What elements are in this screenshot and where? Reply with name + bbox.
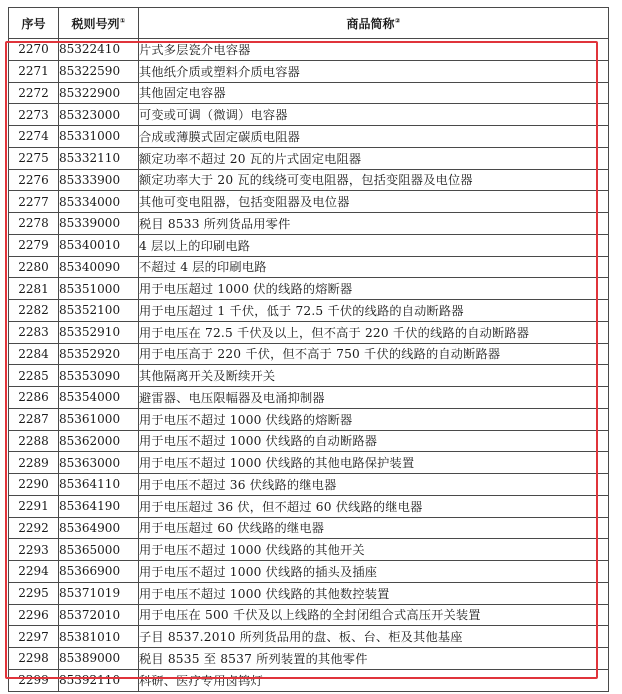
- row-name-cell: 不超过 4 层的印刷电路: [139, 256, 609, 278]
- row-code-cell: 85333900: [59, 169, 139, 191]
- table-row: [9, 39, 609, 61]
- table-row: [9, 191, 609, 213]
- row-code-cell: 85352910: [59, 321, 139, 343]
- table-body: [9, 39, 609, 692]
- row-name-cell: 用于电压在 72.5 千伏及以上，但不高于 220 千伏的线路的自动断路器: [139, 321, 609, 343]
- row-seq-cell: 2273: [9, 104, 59, 126]
- header-seq-label: 序号: [21, 16, 46, 31]
- table-row: [9, 343, 609, 365]
- table-row: [9, 452, 609, 474]
- row-name-cell: 子目 8537.2010 所列货品用的盘、板、台、柜及其他基座: [139, 626, 609, 648]
- table-row: [9, 234, 609, 256]
- row-seq-cell: 2275: [9, 147, 59, 169]
- row-code-cell: 85322590: [59, 60, 139, 82]
- table-row: [9, 517, 609, 539]
- row-seq-cell: 2274: [9, 126, 59, 148]
- row-code-cell: 85362000: [59, 430, 139, 452]
- row-seq-cell: 2272: [9, 82, 59, 104]
- row-name-cell: 用于电压不超过 1000 伏线路的其他开关: [139, 539, 609, 561]
- row-name-cell: 其他可变电阻器，包括变阻器及电位器: [139, 191, 609, 213]
- row-code-cell: 85361000: [59, 408, 139, 430]
- row-code-cell: 85389000: [59, 648, 139, 670]
- row-code-cell: 85352920: [59, 343, 139, 365]
- row-seq-cell: 2294: [9, 561, 59, 583]
- row-name-cell: 用于电压超过 60 伏线路的继电器: [139, 517, 609, 539]
- row-seq-cell: 2299: [9, 669, 59, 691]
- row-seq-cell: 2276: [9, 169, 59, 191]
- table-row: [9, 561, 609, 583]
- row-seq-cell: 2298: [9, 648, 59, 670]
- table-row: [9, 408, 609, 430]
- tariff-table: [8, 7, 609, 692]
- row-code-cell: 85340010: [59, 234, 139, 256]
- row-name-cell: 可变或可调（微调）电容器: [139, 104, 609, 126]
- table-row: [9, 256, 609, 278]
- header-name: [139, 8, 609, 39]
- row-code-cell: 85334000: [59, 191, 139, 213]
- row-name-cell: 科研、医疗专用卤钨灯: [139, 669, 609, 691]
- row-seq-cell: 2297: [9, 626, 59, 648]
- row-name-cell: 其他隔离开关及断续开关: [139, 365, 609, 387]
- table-row: [9, 169, 609, 191]
- header-code-footnote-mark: ①: [119, 16, 126, 25]
- row-name-cell: 4 层以上的印刷电路: [139, 234, 609, 256]
- row-code-cell: 85381010: [59, 626, 139, 648]
- row-code-cell: 85323000: [59, 104, 139, 126]
- row-code-cell: 85331000: [59, 126, 139, 148]
- row-code-cell: 85372010: [59, 604, 139, 626]
- table-row: [9, 213, 609, 235]
- row-seq-cell: 2290: [9, 474, 59, 496]
- row-name-cell: 用于电压不超过 36 伏线路的继电器: [139, 474, 609, 496]
- table-row: [9, 387, 609, 409]
- table-row: [9, 604, 609, 626]
- row-code-cell: 85351000: [59, 278, 139, 300]
- table-row: [9, 104, 609, 126]
- row-seq-cell: 2279: [9, 234, 59, 256]
- row-code-cell: 85339000: [59, 213, 139, 235]
- row-seq-cell: 2288: [9, 430, 59, 452]
- row-name-cell: 片式多层瓷介电容器: [139, 39, 609, 61]
- row-seq-cell: 2280: [9, 256, 59, 278]
- header-name-footnote-mark: ②: [394, 16, 401, 25]
- table-row: [9, 147, 609, 169]
- table-row: [9, 82, 609, 104]
- row-code-cell: 85364190: [59, 495, 139, 517]
- table-row: [9, 669, 609, 691]
- row-name-cell: 避雷器、电压限幅器及电涌抑制器: [139, 387, 609, 409]
- row-code-cell: 85352100: [59, 300, 139, 322]
- table-row: [9, 126, 609, 148]
- row-name-cell: 用于电压不超过 1000 伏线路的自动断路器: [139, 430, 609, 452]
- row-name-cell: 用于电压不超过 1000 伏线路的其他数控装置: [139, 582, 609, 604]
- table-row: [9, 300, 609, 322]
- header-code: [59, 8, 139, 39]
- row-name-cell: 额定功率大于 20 瓦的线绕可变电阻器，包括变阻器及电位器: [139, 169, 609, 191]
- table-row: [9, 626, 609, 648]
- row-seq-cell: 2278: [9, 213, 59, 235]
- row-code-cell: 85322410: [59, 39, 139, 61]
- table-row: [9, 278, 609, 300]
- row-seq-cell: 2284: [9, 343, 59, 365]
- row-seq-cell: 2270: [9, 39, 59, 61]
- table-row: [9, 321, 609, 343]
- row-code-cell: 85363000: [59, 452, 139, 474]
- row-name-cell: 用于电压在 500 千伏及以上线路的全封闭组合式高压开关装置: [139, 604, 609, 626]
- header-row: [9, 8, 609, 39]
- table-header: [9, 8, 609, 39]
- row-seq-cell: 2289: [9, 452, 59, 474]
- header-code-label: 税则号列: [71, 16, 120, 31]
- row-seq-cell: 2277: [9, 191, 59, 213]
- row-seq-cell: 2295: [9, 582, 59, 604]
- row-seq-cell: 2282: [9, 300, 59, 322]
- row-name-cell: 用于电压不超过 1000 伏线路的熔断器: [139, 408, 609, 430]
- row-name-cell: 用于电压超过 1000 伏的线路的熔断器: [139, 278, 609, 300]
- header-name-label: 商品简称: [346, 16, 395, 31]
- row-code-cell: 85365000: [59, 539, 139, 561]
- row-seq-cell: 2283: [9, 321, 59, 343]
- table-row: [9, 495, 609, 517]
- row-code-cell: 85364110: [59, 474, 139, 496]
- row-code-cell: 85366900: [59, 561, 139, 583]
- row-seq-cell: 2296: [9, 604, 59, 626]
- table-row: [9, 430, 609, 452]
- row-name-cell: 用于电压高于 220 千伏，但不高于 750 千伏的线路的自动断路器: [139, 343, 609, 365]
- row-code-cell: 85353090: [59, 365, 139, 387]
- table-row: [9, 365, 609, 387]
- header-seq: [9, 8, 59, 39]
- table-row: [9, 474, 609, 496]
- row-seq-cell: 2285: [9, 365, 59, 387]
- row-name-cell: 用于电压超过 1 千伏，低于 72.5 千伏的线路的自动断路器: [139, 300, 609, 322]
- table-row: [9, 60, 609, 82]
- row-name-cell: 税目 8533 所列货品用零件: [139, 213, 609, 235]
- row-code-cell: 85371019: [59, 582, 139, 604]
- row-name-cell: 用于电压超过 36 伏，但不超过 60 伏线路的继电器: [139, 495, 609, 517]
- row-seq-cell: 2281: [9, 278, 59, 300]
- row-name-cell: 用于电压不超过 1000 伏线路的插头及插座: [139, 561, 609, 583]
- row-seq-cell: 2291: [9, 495, 59, 517]
- row-code-cell: 85354000: [59, 387, 139, 409]
- row-seq-cell: 2287: [9, 408, 59, 430]
- table-row: [9, 539, 609, 561]
- row-code-cell: 85340090: [59, 256, 139, 278]
- row-seq-cell: 2292: [9, 517, 59, 539]
- table-row: [9, 648, 609, 670]
- row-name-cell: 税目 8535 至 8537 所列装置的其他零件: [139, 648, 609, 670]
- row-name-cell: 额定功率不超过 20 瓦的片式固定电阻器: [139, 147, 609, 169]
- row-seq-cell: 2293: [9, 539, 59, 561]
- row-code-cell: 85332110: [59, 147, 139, 169]
- row-seq-cell: 2286: [9, 387, 59, 409]
- row-code-cell: 85392110: [59, 669, 139, 691]
- row-code-cell: 85364900: [59, 517, 139, 539]
- row-name-cell: 其他固定电容器: [139, 82, 609, 104]
- table-row: [9, 582, 609, 604]
- row-name-cell: 合成或薄膜式固定碳质电阻器: [139, 126, 609, 148]
- row-name-cell: 用于电压不超过 1000 伏线路的其他电路保护装置: [139, 452, 609, 474]
- row-name-cell: 其他纸介质或塑料介质电容器: [139, 60, 609, 82]
- row-code-cell: 85322900: [59, 82, 139, 104]
- row-seq-cell: 2271: [9, 60, 59, 82]
